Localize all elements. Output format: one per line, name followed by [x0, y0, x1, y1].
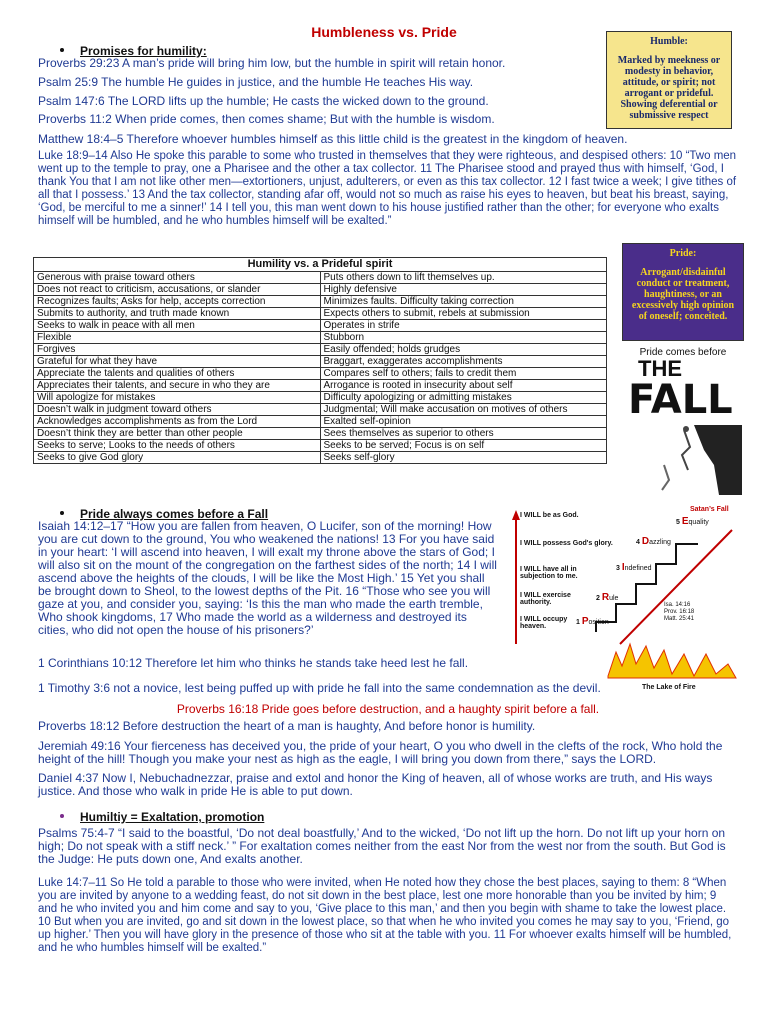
table-row	[34, 272, 607, 284]
verse-jeremiah-49: Jeremiah 49:16 Your fierceness has deceived you, the pride of your heart, O you who dwell in the clefts of the rock, Who hold the height of the hill! Though you make your nest as high as the eagle, I will bring you down from there,” says the LORD.	[38, 739, 723, 766]
table-row	[34, 344, 607, 356]
will-line-2: I WILL possess God's glory.	[520, 540, 613, 547]
verse-proverbs-29: Proverbs 29:23 A man’s pride will bring him low, but the humble in spirit will retain honor.	[38, 56, 506, 70]
step-4	[636, 536, 671, 547]
humility-cell: Seeks to serve; Looks to the needs of others	[34, 440, 321, 452]
humility-cell: Will apologize for mistakes	[34, 392, 321, 404]
lake-of-fire-label: The Lake of Fire	[642, 684, 696, 691]
humility-cell: Seeks to give God glory	[34, 452, 321, 464]
verse-1-corinthians: 1 Corinthians 10:12 Therefore let him who thinks he stands take heed lest he fall.	[38, 656, 469, 670]
fall-word-fall: FALL	[628, 377, 733, 423]
humble-definition: Marked by meekness or modesty in behavior, attitude, or spirit; not arrogant or prideful. Showing deferential or submissive respect	[617, 55, 721, 121]
pride-cell: Arrogance is rooted in insecurity about self	[320, 380, 607, 392]
ref-line: Isa. 14:16	[664, 602, 691, 608]
table-row	[34, 380, 607, 392]
step-rest: quality	[688, 519, 709, 526]
step-number: 4	[636, 539, 640, 546]
table-row	[34, 332, 607, 344]
verse-proverbs-11: Proverbs 11:2 When pride comes, then comes shame; But with the humble is wisdom.	[38, 112, 495, 126]
table-row	[34, 284, 607, 296]
table-row	[34, 404, 607, 416]
heading-text: Promises for humility:	[80, 44, 207, 58]
step-number: 1	[576, 619, 580, 626]
humility-cell: Acknowledges accomplishments as from the Lord	[34, 416, 321, 428]
step-letter: P	[581, 616, 589, 627]
step-rest: azzling	[649, 539, 671, 546]
verse-psalm-25: Psalm 25:9 The humble He guides in justice, and the humble He teaches His way.	[38, 75, 474, 89]
will-line-5: I WILL occupy heaven.	[520, 616, 568, 630]
humility-cell: Doesn’t walk in judgment toward others	[34, 404, 321, 416]
step-5	[676, 516, 709, 527]
pride-cell: Seeks to be served; Focus is on self	[320, 440, 607, 452]
table-row	[34, 368, 607, 380]
humble-heading: Humble:	[650, 36, 688, 47]
pride-cell: Puts others down to lift themselves up.	[320, 272, 607, 284]
verse-proverbs-16: Proverbs 16:18 Pride goes before destruction, and a haughty spirit before a fall.	[176, 702, 600, 716]
step-rest: ule	[609, 595, 619, 602]
verse-matthew-18: Matthew 18:4–5 Therefore whoever humbles himself as this little child is the greatest in the kingdom of heaven.	[38, 132, 628, 146]
bullet-icon	[60, 814, 64, 818]
fall-image	[624, 345, 742, 495]
will-line-3: I WILL have all in subjection to me.	[520, 566, 578, 580]
step-number: 2	[596, 595, 600, 602]
verse-luke-18: Luke 18:9–14 Also He spoke this parable to some who trusted in themselves that they were righteous, and despised others: 10 “Two men went up to the temple to pray, one a Pharisee and the other a tax collector. 11 The Pharisee stood and prayed thus with himself, ‘God, I thank You that I am not like other men—extortioners, unjust, adulterers, or even as this tax collector. 12 I fast twice a week; I give tithes of all that I possess.’ 13 And the tax collector, standing afar off, would not so much as raise his eyes to heaven, but beat his breast, saying, ‘God, be merciful to me a sinner!’ 14 I tell you, this man went down to his house justified rather than the other; for everyone who exalts himself will be humbled, and he who humbles himself will be exalted.”	[38, 150, 737, 227]
section-heading-exaltation	[60, 808, 264, 826]
humility-cell: Seeks to walk in peace with all men	[34, 320, 321, 332]
step-2	[596, 592, 618, 603]
step-letter: R	[601, 592, 610, 603]
humility-cell: Appreciates their talents, and secure in who they are	[34, 380, 321, 392]
will-line-1: I WILL be as God.	[520, 512, 579, 519]
pride-cell: Braggart, exaggerates accomplishments	[320, 356, 607, 368]
table-row	[34, 308, 607, 320]
humility-cell: Forgives	[34, 344, 321, 356]
fall-word-the: THE	[638, 356, 682, 381]
satans-fall-diagram	[508, 504, 748, 696]
pride-cell: Seeks self-glory	[320, 452, 607, 464]
pride-cell: Stubborn	[320, 332, 607, 344]
humility-pride-table	[33, 257, 607, 464]
step-rest: ndefined	[624, 565, 652, 572]
step-3	[616, 562, 652, 573]
table-row	[34, 428, 607, 440]
humility-cell: Recognizes faults; Asks for help, accepts correction	[34, 296, 321, 308]
pride-definition: Arrogant/disdainful conduct or treatment, haughtiness, or an excessively high opinion of oneself; conceited.	[631, 267, 735, 322]
diagram-title: Satan’s Fall	[690, 506, 729, 513]
pride-definition-box	[622, 243, 744, 341]
verse-isaiah-14: Isaiah 14:12–17 “How you are fallen from heaven, O Lucifer, son of the morning! How you are cut down to the ground, You who weakened the nations! 13 For you have said in your heart: ‘I will ascend into heaven, I will exalt my throne above the stars of God; I will also sit on the mount of the congregation on the farthest sides of the north; 14 I will ascend above the heights of the clouds, I will be like the Most High.’ 15 Yet you shall be brought down to Sheol, to the lowest depths of the Pit. 16 “Those who see you will gaze at you, and consider you, saying: ‘Is this the man who made the earth tremble, Who shook kingdoms, 17 Who made the world as a wilderness and destroyed its cities, who did not open the house of his prisoners?’	[38, 519, 497, 637]
pride-cell: Minimizes faults. Difficulty taking correction	[320, 296, 607, 308]
pride-cell: Sees themselves as superior to others	[320, 428, 607, 440]
will-line-4: I WILL exercise authority.	[520, 592, 571, 606]
table-row	[34, 356, 607, 368]
verse-daniel-4: Daniel 4:37 Now I, Nebuchadnezzar, praise and extol and honor the King of heaven, all of whose works are truth, and His ways justice. And those who walk in pride He is able to put down.	[38, 771, 713, 798]
step-letter: D	[641, 536, 650, 547]
table-row	[34, 416, 607, 428]
fall-caption: Pride comes before	[639, 347, 727, 358]
verse-luke-14: Luke 14:7–11 So He told a parable to those who were invited, when He noted how they chose the best places, saying to them: 8 “When you are invited by anyone to a wedding feast, do not sit down in the best place, lest one more honorable than you be invited by him; 9 and he who invited you and him come and say to you, ‘Give place to this man,’ and then you begin with shame to take the lowest place. 10 But when you are invited, go and sit down in the lowest place, so that when he who invited you comes he may say to you, ‘Friend, go up higher.’ Then you will have glory in the presence of those who sit at the table with you. 11 For whoever exalts himself will be humbled, and he who humbles himself will be exalted.”	[38, 877, 732, 954]
table-heading: Humility vs. a Prideful spirit	[34, 258, 607, 272]
humility-cell: Submits to authority, and truth made known	[34, 308, 321, 320]
humility-cell: Does not react to criticism, accusations, or slander	[34, 284, 321, 296]
table-row	[34, 392, 607, 404]
cliff-illustration	[624, 425, 742, 495]
step-number: 3	[616, 565, 620, 572]
pride-cell: Expects others to submit, rebels at submission	[320, 308, 607, 320]
heading-text: Humiltiy = Exaltation, promotion	[80, 810, 265, 824]
pride-cell: Exalted self-opinion	[320, 416, 607, 428]
humility-cell: Appreciate the talents and qualities of others	[34, 368, 321, 380]
step-letter: I	[621, 562, 625, 573]
humility-cell: Flexible	[34, 332, 321, 344]
pride-cell: Judgmental; Will make accusation on motives of others	[320, 404, 607, 416]
verse-psalms-75: Psalms 75:4-7 “I said to the boastful, ‘Do not deal boastfully,’ And to the wicked, ‘Do not lift up the horn. Do not lift up your horn on high; Do not speak with a stiff neck.’ ” For exaltation comes neither from the east Nor from the west nor from the south. But God is the Judge: He puts down one, And exalts another.	[38, 826, 726, 866]
bullet-icon	[60, 48, 64, 52]
step-1	[576, 616, 609, 627]
table-row	[34, 296, 607, 308]
step-letter: E	[681, 516, 689, 527]
ref-line: Matt. 25:41	[664, 616, 695, 622]
page-title: Humbleness vs. Pride	[311, 24, 457, 40]
verse-proverbs-18: Proverbs 18:12 Before destruction the heart of a man is haughty, And before honor is humility.	[38, 719, 536, 733]
pride-cell: Compares self to others; fails to credit them	[320, 368, 607, 380]
humble-definition-box	[606, 31, 732, 129]
step-rest: osition	[588, 619, 609, 626]
ref-line: Prov. 16:18	[664, 609, 695, 615]
bullet-icon	[60, 511, 64, 515]
pride-cell: Difficulty apologizing or admitting mistakes	[320, 392, 607, 404]
pride-heading: Pride:	[669, 248, 697, 259]
humility-cell: Generous with praise toward others	[34, 272, 321, 284]
scripture-refs	[664, 602, 694, 623]
table-row	[34, 440, 607, 452]
table-row	[34, 320, 607, 332]
pride-cell: Highly defensive	[320, 284, 607, 296]
pride-cell: Easily offended; holds grudges	[320, 344, 607, 356]
verse-psalm-147: Psalm 147:6 The LORD lifts up the humble; He casts the wicked down to the ground.	[38, 94, 489, 108]
verse-1-timothy: 1 Timothy 3:6 not a novice, lest being puffed up with pride he fall into the same condemnation as the devil.	[38, 681, 601, 695]
humility-cell: Grateful for what they have	[34, 356, 321, 368]
step-number: 5	[676, 519, 680, 526]
table-row	[34, 452, 607, 464]
heading-text: Pride always comes before a Fall	[80, 507, 269, 521]
pride-cell: Operates in strife	[320, 320, 607, 332]
humility-cell: Doesn’t think they are better than other people	[34, 428, 321, 440]
